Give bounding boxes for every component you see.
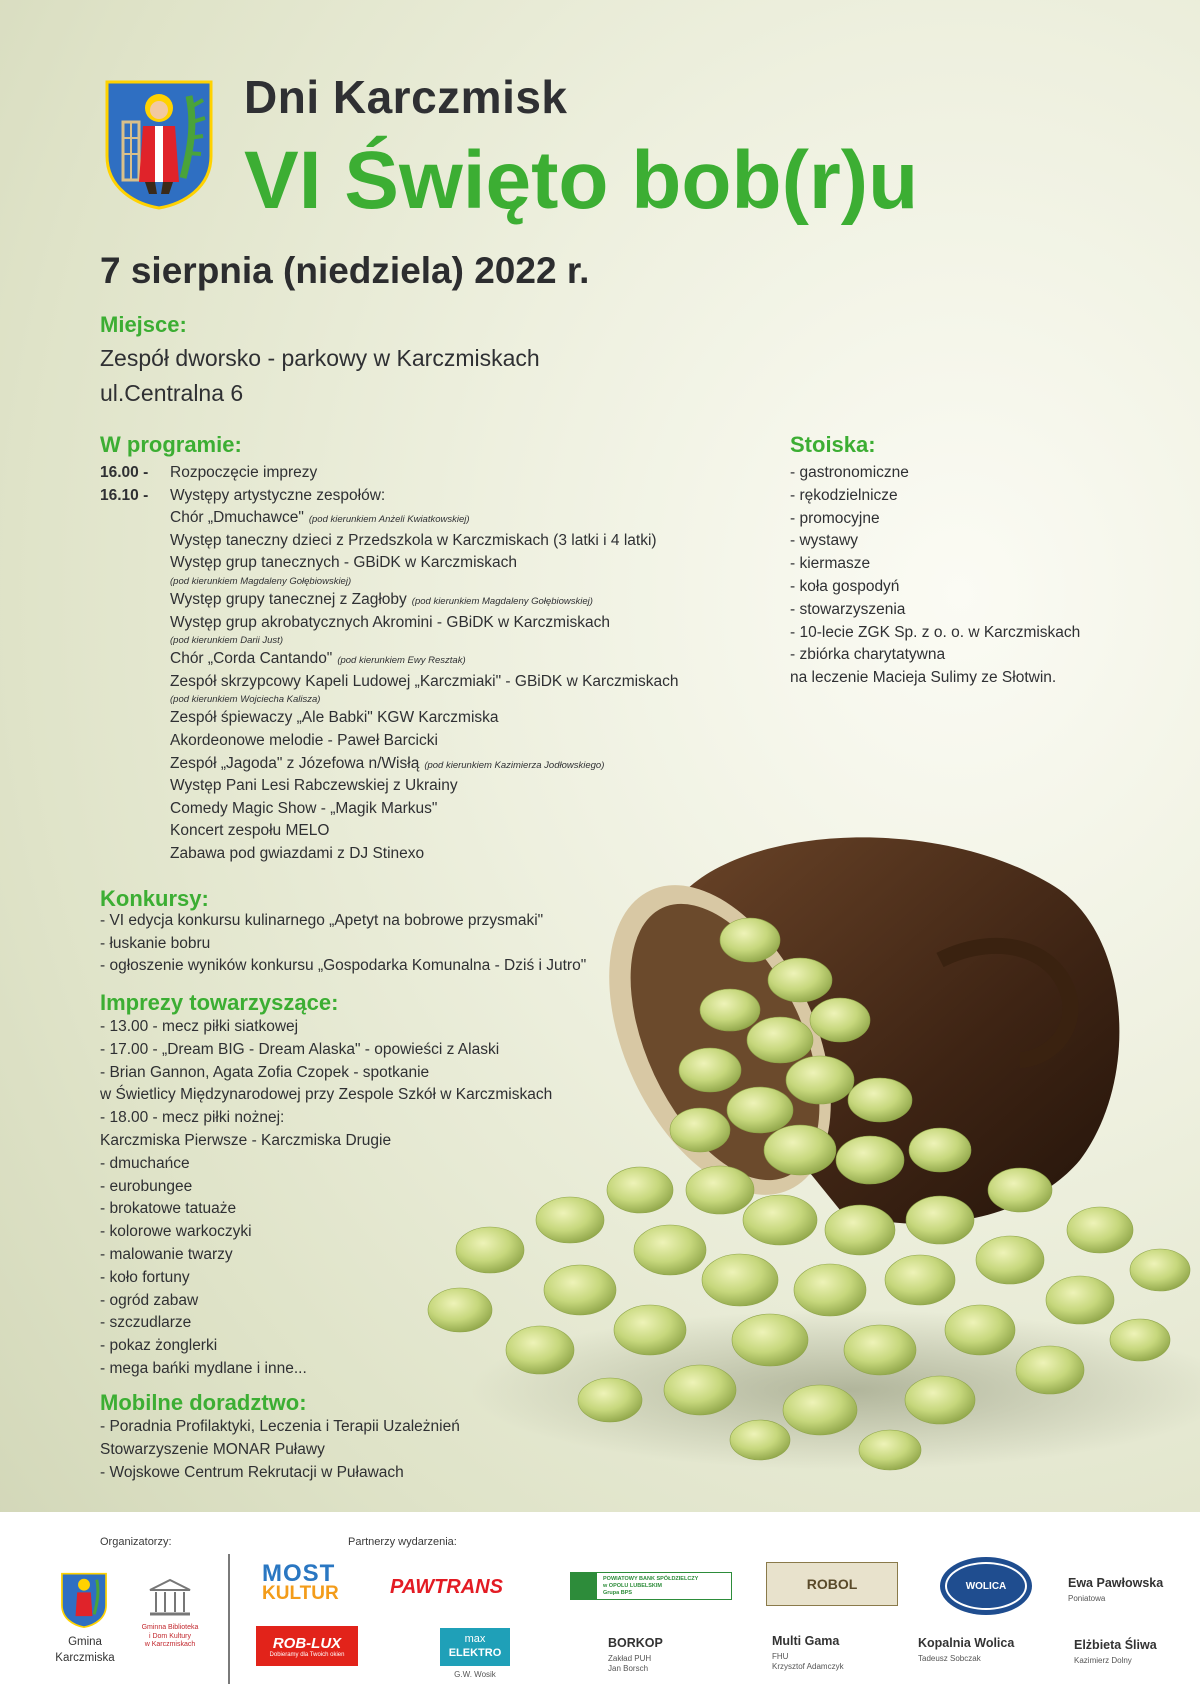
stands-heading: Stoiska:: [790, 432, 876, 457]
performance-item: [100, 798, 740, 821]
side-event-item: - malowanie twarzy: [100, 1245, 233, 1263]
contests-heading: Konkursy:: [100, 886, 209, 911]
performance-entry: [170, 589, 593, 614]
side-event-item: - eurobungee: [100, 1177, 193, 1195]
event-title: VI Święto bob(r)u: [244, 135, 919, 226]
stand-item: - kiermasze: [790, 555, 871, 573]
kopalnia-wolica-logo: [940, 1557, 1032, 1615]
stand-item: - 10-lecie ZGK Sp. z o. o. w Karczmiskach: [790, 623, 1081, 641]
stand-item: - stowarzyszenia: [790, 600, 906, 618]
performance-entry: [170, 575, 351, 589]
partners-label: Partnerzy wydarzenia:: [348, 1536, 457, 1548]
side-event-item: - mega bańki mydlane i inne...: [100, 1359, 307, 1377]
mobile-advice-list: [100, 1416, 460, 1484]
performance-note: (pod kierunkiem Wojciecha Kalisza): [170, 694, 321, 706]
max-elektro-line1: max: [464, 1633, 486, 1645]
contest-item: - ogłoszenie wyników konkursu „Gospodarka Komunalna - Dziś i Jutro": [100, 957, 587, 975]
performance-note: (pod kierunkiem Darii Just): [170, 635, 283, 647]
performance-item: [100, 612, 740, 635]
kopalnia-logo-text: WOLICA: [945, 1562, 1027, 1610]
robol-logo-text: ROBOL: [806, 1576, 858, 1592]
bank-line1: POWIATOWY BANK SPÓŁDZIELCZY: [603, 1575, 699, 1582]
event-subtitle: Dni Karczmisk: [244, 71, 568, 123]
performance-entry: [170, 507, 470, 532]
ewa-pawlowska-name: Ewa Pawłowska: [1068, 1576, 1164, 1590]
mobile-advice-item: Stowarzyszenie MONAR Puławy: [100, 1440, 325, 1458]
program-row-performances: [100, 485, 740, 508]
program-list: [100, 462, 740, 866]
contest-item: - VI edycja konkursu kulinarnego „Apetyt na bobrowe przysmaki": [100, 912, 544, 929]
program-text: Rozpoczęcie imprezy: [170, 464, 318, 481]
performance-entry: [170, 753, 604, 778]
program-time: 16.00 -: [100, 464, 149, 481]
borkop-sub1: Zakład PUH: [608, 1654, 652, 1663]
multi-gama-sub1: FHU: [772, 1652, 789, 1661]
bank-logo: [570, 1572, 732, 1600]
gmina-label-line1: Gmina: [68, 1636, 102, 1648]
borkop-sub2: Jan Borsch: [608, 1664, 649, 1673]
stands-list: [790, 462, 1080, 690]
coat-of-arms-icon: [103, 78, 215, 210]
performance-entry: [170, 843, 424, 866]
performance-title: Koncert zespołu MELO: [170, 822, 330, 840]
sponsors-footer: [0, 1512, 1200, 1696]
stand-item: - promocyjne: [790, 509, 880, 527]
rob-lux-tag: Dobieramy dla Twoich okien: [269, 1651, 345, 1658]
performance-item: [100, 648, 740, 671]
bean-pot-illustration: [420, 830, 1200, 1480]
performance-item: [100, 775, 740, 798]
performance-title: Występ grup tanecznych - GBiDK w Karczmiskach: [170, 554, 518, 572]
side-event-item: - kolorowe warkoczyki: [100, 1223, 252, 1241]
side-event-item: - pokaz żonglerki: [100, 1337, 218, 1355]
program-heading: W programie:: [100, 432, 242, 457]
performance-item: [100, 693, 740, 707]
most-kultur-line2: KULTUR: [262, 1583, 339, 1604]
stand-item: - rękodzielnicze: [790, 486, 898, 504]
max-elektro-logo: [440, 1628, 510, 1666]
performance-title: Chór „Dmuchawce": [170, 509, 304, 527]
side-event-item: w Świetlicy Międzynarodowej przy Zespole Szkół w Karczmiskach: [100, 1086, 553, 1104]
side-event-item: Karczmiska Pierwsze - Karczmiska Drugie: [100, 1131, 392, 1149]
mobile-advice-item: - Poradnia Profilaktyki, Leczenia i Terapii Uzależnień: [100, 1418, 460, 1435]
side-event-item: - szczudlarze: [100, 1314, 192, 1332]
rob-lux-text: ROB-LUX: [272, 1634, 342, 1652]
max-elektro-sub: G.W. Wosik: [454, 1670, 496, 1679]
side-event-item: - 13.00 - mecz piłki siatkowej: [100, 1018, 299, 1035]
organizers-label: Organizatorzy:: [100, 1536, 172, 1548]
side-event-item: - koło fortuny: [100, 1268, 190, 1286]
robol-logo: [766, 1562, 898, 1606]
performance-entry: [170, 775, 458, 798]
mobile-advice-item: - Wojskowe Centrum Rekrutacji w Puławach: [100, 1463, 404, 1481]
elzbieta-sliwa-name: Elżbieta Śliwa: [1074, 1638, 1157, 1652]
program-text: Występy artystyczne zespołów:: [170, 486, 386, 504]
performance-item: [100, 507, 740, 530]
performance-item: [100, 552, 740, 575]
footer-divider: [228, 1554, 230, 1684]
performance-entry: [170, 648, 466, 673]
stand-item: - zbiórka charytatywna: [790, 646, 946, 664]
performance-note: (pod kierunkiem Magdaleny Gołębiowskiej): [170, 575, 352, 587]
performance-note: (pod kierunkiem Ewy Resztak): [337, 655, 466, 667]
multi-gama-name: Multi Gama: [772, 1634, 840, 1648]
program-time: 16.10 -: [100, 486, 149, 504]
performance-title: Występ Pani Lesi Rabczewskiej z Ukrainy: [170, 777, 458, 795]
gmina-label-line2: Karczmiska: [55, 1652, 115, 1664]
performance-note: (pod kierunkiem Kazimierza Jodłowskiego): [424, 759, 605, 771]
max-elektro-line2: ELEKTRO: [448, 1647, 502, 1659]
performance-entry: [170, 730, 438, 753]
performance-entry: [170, 552, 517, 575]
performance-title: Występ taneczny dzieci z Przedszkola w Karczmiskach (3 latki i 4 latki): [170, 531, 657, 549]
performance-title: Zespół skrzypcowy Kapeli Ludowej „Karczmiaki" - GBiDK w Karczmiskach: [170, 672, 679, 690]
side-event-item: - ogród zabaw: [100, 1291, 199, 1309]
side-event-item: - 18.00 - mecz piłki nożnej:: [100, 1109, 285, 1127]
pawtrans-logo: PAWTRANS: [390, 1576, 503, 1598]
performance-item: [100, 707, 740, 730]
multi-gama-sub2: Krzysztof Adamczyk: [772, 1662, 844, 1671]
stand-item: na leczenie Macieja Sulimy ze Słotwin.: [790, 669, 1057, 687]
stand-item: - koła gospodyń: [790, 577, 900, 595]
side-event-item: - brokatowe tatuaże: [100, 1200, 237, 1218]
performance-item: [100, 671, 740, 694]
performance-entry: [170, 693, 320, 707]
performance-entry: [170, 707, 499, 730]
most-kultur-logo: [262, 1560, 339, 1604]
bank-logo-text: [603, 1576, 698, 1597]
performance-title: Zespół śpiewaczy „Ale Babki" KGW Karczmiska: [170, 709, 499, 727]
performance-title: Chór „Corda Cantando": [170, 650, 333, 668]
performance-item: [100, 530, 740, 553]
performance-entry: [170, 798, 437, 821]
bank-line3: Grupa BPS: [603, 1589, 633, 1596]
stand-item: - gastronomiczne: [790, 464, 909, 481]
performance-title: Akordeonowe melodie - Paweł Barcicki: [170, 731, 438, 749]
performance-item: [100, 753, 740, 776]
gmina-crest-icon: [60, 1572, 108, 1628]
performance-item: [100, 575, 740, 589]
performance-entry: [170, 634, 283, 648]
library-label-line3: w Karczmiskach: [144, 1641, 196, 1648]
place-line2: ul.Centralna 6: [100, 380, 244, 406]
side-event-item: - 17.00 - „Dream BIG - Dream Alaska" - opowieści z Alaski: [100, 1040, 500, 1058]
borkop-name: BORKOP: [608, 1636, 663, 1650]
performance-entry: [170, 671, 679, 694]
library-label-line2: i Dom Kultury: [148, 1632, 191, 1640]
bank-line2: w OPOLU LUBELSKIM: [603, 1582, 662, 1589]
performance-note: (pod kierunkiem Anżeli Kwiatkowskiej): [308, 514, 470, 526]
place-heading: Miejsce:: [100, 312, 187, 337]
bank-logo-mark: [571, 1573, 597, 1599]
event-date: 7 sierpnia (niedziela) 2022 r.: [100, 250, 590, 291]
performance-title: Zespół „Jagoda" z Józefowa n/Wisłą: [170, 754, 420, 772]
contest-item: - łuskanie bobru: [100, 934, 211, 952]
place-line1: Zespół dworsko - parkowy w Karczmiskach: [100, 345, 540, 371]
kopalnia-wolica-sub: Tadeusz Sobczak: [918, 1654, 981, 1663]
elzbieta-sliwa-sub: Kazimierz Dolny: [1074, 1656, 1132, 1665]
side-event-item: - Brian Gannon, Agata Zofia Czopek - spotkanie: [100, 1063, 430, 1081]
performance-item: [100, 634, 740, 648]
most-kultur-line1: MOST: [262, 1560, 336, 1587]
performance-list: [100, 507, 740, 865]
performance-title: Zabawa pod gwiazdami z DJ Stinexo: [170, 844, 425, 862]
library-label-line1: Gminna Biblioteka: [141, 1624, 199, 1631]
performance-title: Comedy Magic Show - „Magik Markus": [170, 799, 438, 817]
mobile-advice-heading: Mobilne doradztwo:: [100, 1390, 307, 1415]
performance-title: Występ grupy tanecznej z Zagłoby: [170, 590, 407, 608]
performance-note: (pod kierunkiem Magdaleny Gołębiowskiej): [411, 595, 593, 607]
side-event-item: - dmuchańce: [100, 1154, 190, 1172]
performance-title: Występ grup akrobatycznych Akromini - GBiDK w Karczmiskach: [170, 613, 611, 631]
kopalnia-wolica-name: Kopalnia Wolica: [918, 1636, 1015, 1650]
program-row-start: [100, 462, 740, 485]
library-building-icon: [148, 1578, 192, 1618]
performance-item: [100, 730, 740, 753]
performance-entry: [170, 612, 610, 635]
side-events-heading: Imprezy towarzyszące:: [100, 990, 339, 1015]
performance-entry: [170, 530, 657, 553]
stand-item: - wystawy: [790, 532, 859, 550]
ewa-pawlowska-sub: Poniatowa: [1068, 1594, 1106, 1603]
performance-entry: [170, 820, 329, 843]
rob-lux-logo: [256, 1626, 358, 1666]
performance-item: [100, 589, 740, 612]
library-label: [135, 1624, 205, 1650]
